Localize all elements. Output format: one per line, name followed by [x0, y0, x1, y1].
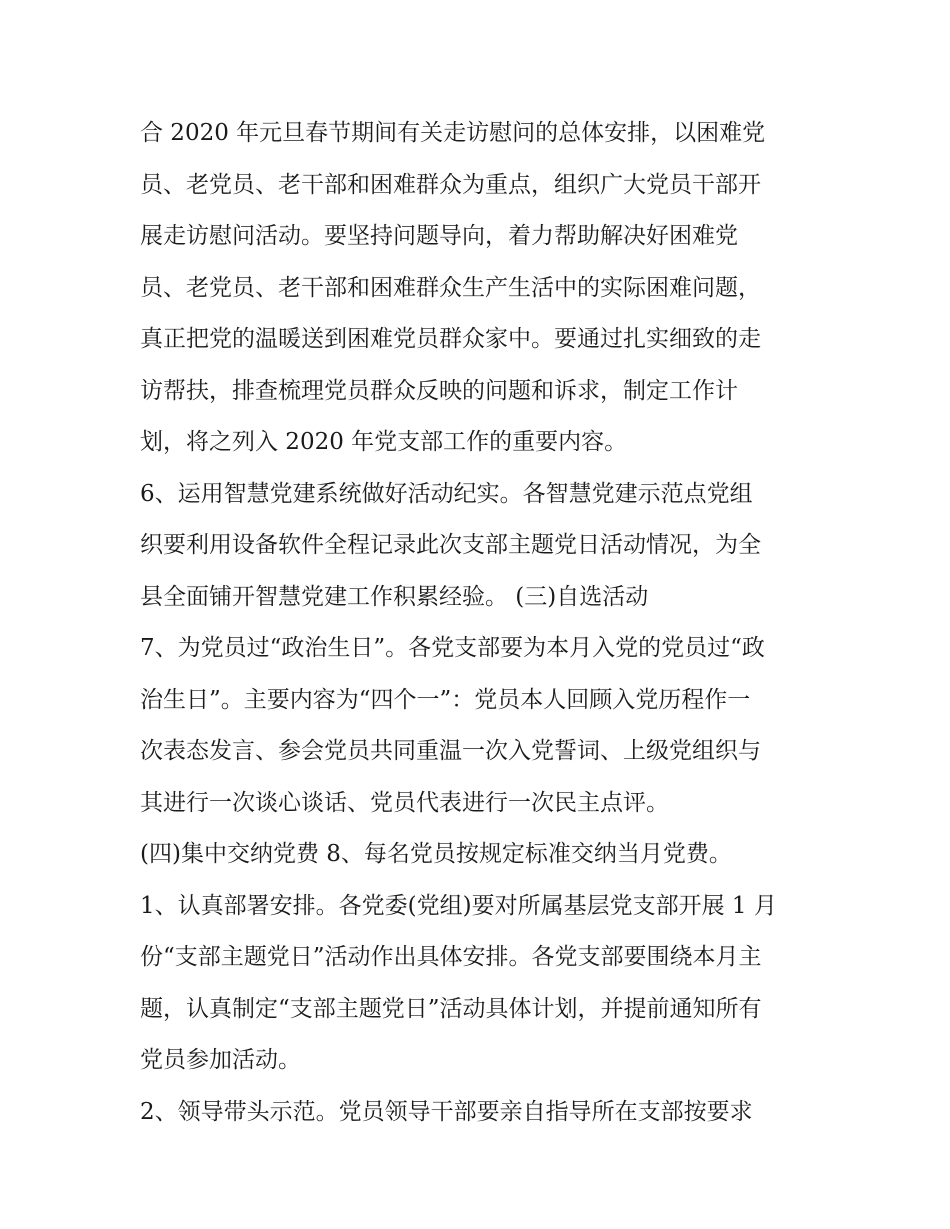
text-line: 划，将之列入 2020 年党支部工作的重要内容。: [140, 429, 628, 455]
text-line: (四)集中交纳党费 8、每名党员按规定标准交纳当月党费。: [140, 841, 732, 867]
text-line: 展走访慰问活动。要坚持问题导向，着力帮助解决好困难党: [140, 223, 738, 249]
text-line: 合 2020 年元旦春节期间有关走访慰问的总体安排，以困难党: [140, 120, 766, 146]
text-line: 党员参加活动。: [140, 1047, 301, 1073]
text-line: 员、老党员、老干部和困难群众为重点，组织广大党员干部开: [140, 171, 761, 198]
text-line: 6、运用智慧党建系统做好活动纪实。各智慧党建示范点党组: [140, 480, 753, 507]
text-line: 织要利用设备软件全程记录此次支部主题党日活动情况，为全: [140, 532, 761, 558]
text-line: 份“支部主题党日”活动作出具体安排。各党支部要围绕本月主: [140, 944, 762, 970]
text-line: 题，认真制定“支部主题党日”活动具体计划，并提前通知所有: [140, 995, 762, 1022]
text-line: 其进行一次谈心谈话、党员代表进行一次民主点评。: [140, 789, 669, 816]
text-line: 访帮扶，排查梳理党员群众反映的问题和诉求，制定工作计: [140, 377, 738, 404]
text-line: 县全面铺开智慧党建工作积累经验。 (三)自选活动: [140, 583, 649, 610]
text-line: 真正把党的温暖送到困难党员群众家中。要通过扎实细致的走: [140, 326, 761, 352]
text-line: 治生日”。主要内容为“四个一”：党员本人回顾入党历程作一: [140, 686, 751, 713]
text-line: 次表态发言、参会党员共同重温一次入党誓词、上级党组织与: [140, 738, 761, 764]
document-body: [140, 108, 820, 1138]
text-line: 2、领导带头示范。党员领导干部要亲自指导所在支部按要求: [140, 1098, 753, 1125]
text-line: 员、老党员、老干部和困难群众生产生活中的实际困难问题，: [140, 274, 761, 301]
text-line: 1、认真部署安排。各党委(党组)要对所属基层党支部开展 1 月: [140, 892, 777, 919]
text-line: 7、为党员过“政治生日”。各党支部要为本月入党的党员过“政: [140, 635, 765, 661]
